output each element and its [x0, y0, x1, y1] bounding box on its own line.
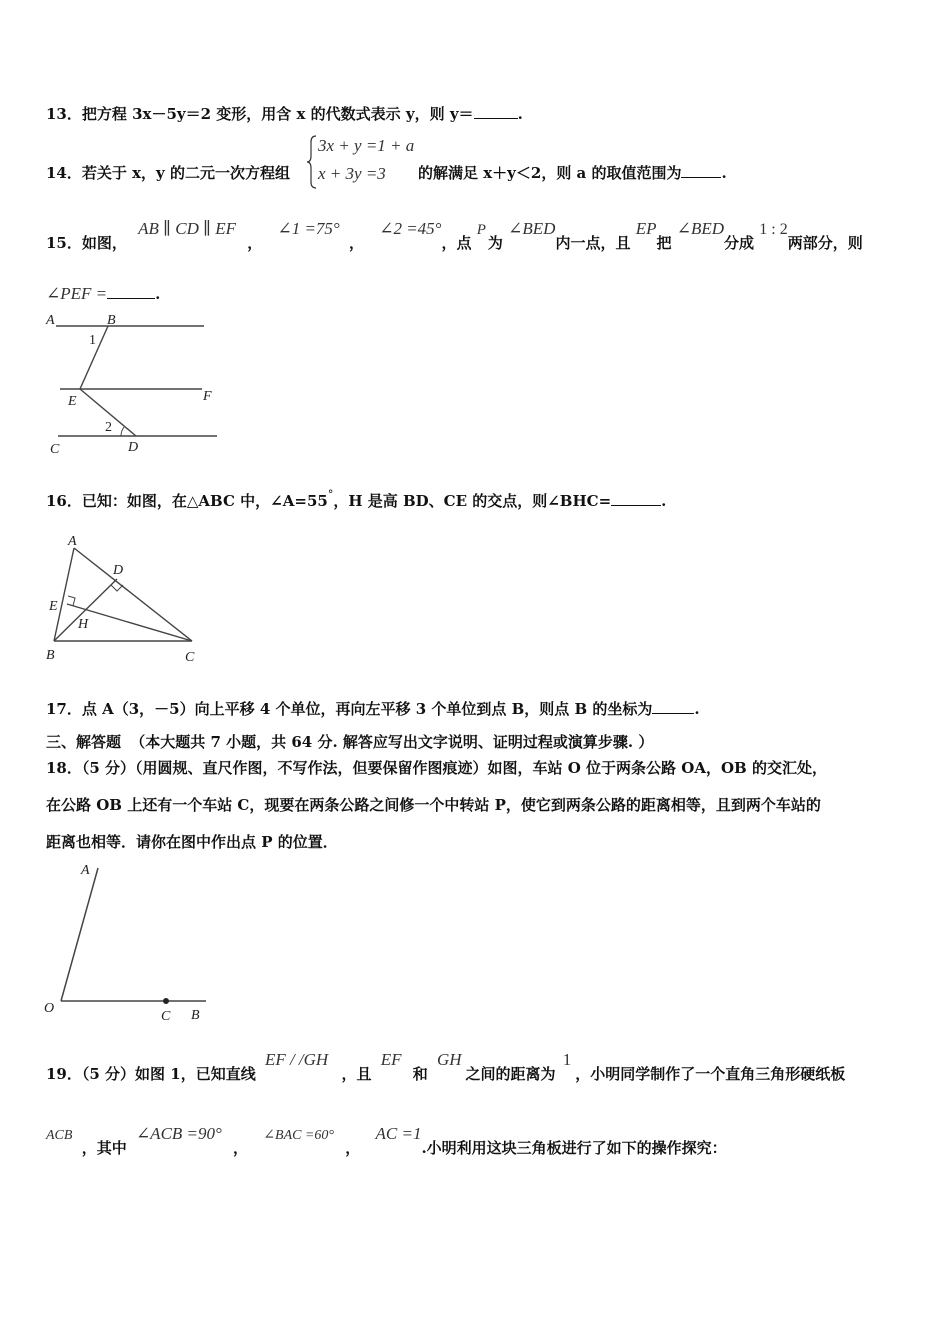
section-note: （本大题共 7 小题，共 64 分. 解答应写出文字说明、证明过程或演算步骤. ）	[130, 733, 654, 751]
question-13: 13．把方程 3x－5y＝2 变形，用含 x 的代数式表示 y，则 y＝ .	[46, 105, 523, 123]
section-title: 三、解答题	[46, 733, 122, 751]
math-angle-acb: ∠ACB =90°	[135, 1124, 222, 1143]
q15-answer-blank[interactable]	[107, 298, 155, 299]
label-H: H	[78, 617, 89, 632]
label-A: A	[46, 313, 55, 328]
label-C: C	[161, 1009, 171, 1024]
label-D: D	[113, 563, 124, 578]
math-angle-1: ∠1 =75°	[277, 219, 340, 238]
brace-icon	[306, 134, 318, 190]
label-B: B	[46, 648, 55, 663]
math-ef-gh: EF / /GH	[264, 1050, 329, 1069]
math-ac: AC =1	[375, 1124, 422, 1143]
math-angle-2: ∠2 =45°	[379, 219, 442, 238]
question-15-answer: ∠PEF = .	[46, 284, 161, 303]
q14-text-post: 的解满足 x＋y＜2，则 a 的取值范围为	[418, 164, 682, 182]
q13-text: 把方程 3x－5y＝2 变形，用含 x 的代数式表示 y，则 y＝	[81, 105, 474, 123]
question-18-line1: 18．（5 分）（用圆规、直尺作图，不写作法，但要保留作图痕迹）如图，车站 O 位于两条公路 OA，OB 的交汇处，	[46, 759, 827, 777]
label-C: C	[185, 650, 195, 665]
q16-text: 已知：如图，在△ABC 中，∠A=55	[81, 492, 328, 510]
question-19-line1: 19．（5 分）如图 1，已知直线 EF / /GH ，且 EF 和 GH之间的距离为 1，小明同学制作了一个直角三角形硬纸板	[46, 1050, 846, 1083]
label-A: A	[68, 534, 77, 549]
math-angle-bac: ∠BAC =60°	[263, 1128, 335, 1143]
question-18-line2: 在公路 OB 上还有一个车站 C，现要在两条公路之间修一个中转站 P，使它到两条公路的距离相等，且到两个车站的	[46, 796, 821, 814]
label-D: D	[128, 440, 139, 455]
label-E: E	[49, 599, 58, 614]
label-F: F	[203, 389, 212, 404]
equation-system	[306, 134, 416, 190]
question-14: 14．若关于 x，y 的二元一次方程组	[46, 164, 290, 182]
q16-figure	[42, 532, 212, 667]
label-1: 1	[89, 333, 96, 348]
label-C: C	[50, 442, 60, 457]
section-3-heading	[46, 731, 653, 752]
label-B: B	[107, 313, 116, 328]
question-18-line3: 距离也相等．请你在图中作出点 P 的位置．	[46, 833, 338, 851]
q14-text-pre: 若关于 x，y 的二元一次方程组	[81, 164, 290, 182]
q13-answer-blank[interactable]	[474, 118, 518, 119]
q13-number: 13．	[46, 105, 82, 123]
label-O: O	[44, 1001, 55, 1016]
equation-2: x + 3y =3	[318, 164, 386, 183]
label-A: A	[81, 863, 90, 878]
q16-answer-blank[interactable]	[611, 505, 661, 506]
label-B: B	[191, 1008, 200, 1023]
question-16: 16．已知：如图，在△ABC 中，∠A=55°，H 是高 BD、CE 的交点，则∠BHC= .	[46, 488, 667, 510]
q17-text: 点 A（3，－5）向上平移 4 个单位，再向左平移 3 个单位到点 B，则点 B 的坐标为	[81, 700, 653, 718]
q18-figure	[40, 858, 220, 1028]
math-angle-pef: ∠PEF =	[46, 284, 108, 303]
label-2: 2	[105, 420, 112, 435]
question-17: 17．点 A（3，－5）向上平移 4 个单位，再向左平移 3 个单位到点 B，则点 B 的坐标为 .	[46, 700, 700, 718]
q15-figure	[44, 308, 234, 458]
equation-1: 3x + y =1 + a	[318, 136, 415, 155]
question-19-line2: ACB ，其中 ∠ACB =90° ， ∠BAC =60° ， AC =1.小明利用这块三角板进行了如下的操作探究：	[46, 1124, 727, 1157]
q17-answer-blank[interactable]	[652, 713, 694, 714]
station-c-dot	[163, 998, 169, 1004]
math-acb: ACB	[46, 1128, 73, 1143]
label-E: E	[68, 394, 77, 409]
question-15: 15．如图， AB ∥ CD ∥ EF ， ∠1 =75° ， ∠2 =45°，点 P为 ∠BED内一点，且 EP把 ∠BED分成 1 : 2两部分，则	[46, 219, 863, 252]
question-14-rest: 的解满足 x＋y＜2，则 a 的取值范围为 .	[418, 164, 727, 182]
math-parallel: AB ∥ CD ∥ EF	[138, 219, 236, 238]
q14-answer-blank[interactable]	[681, 177, 721, 178]
